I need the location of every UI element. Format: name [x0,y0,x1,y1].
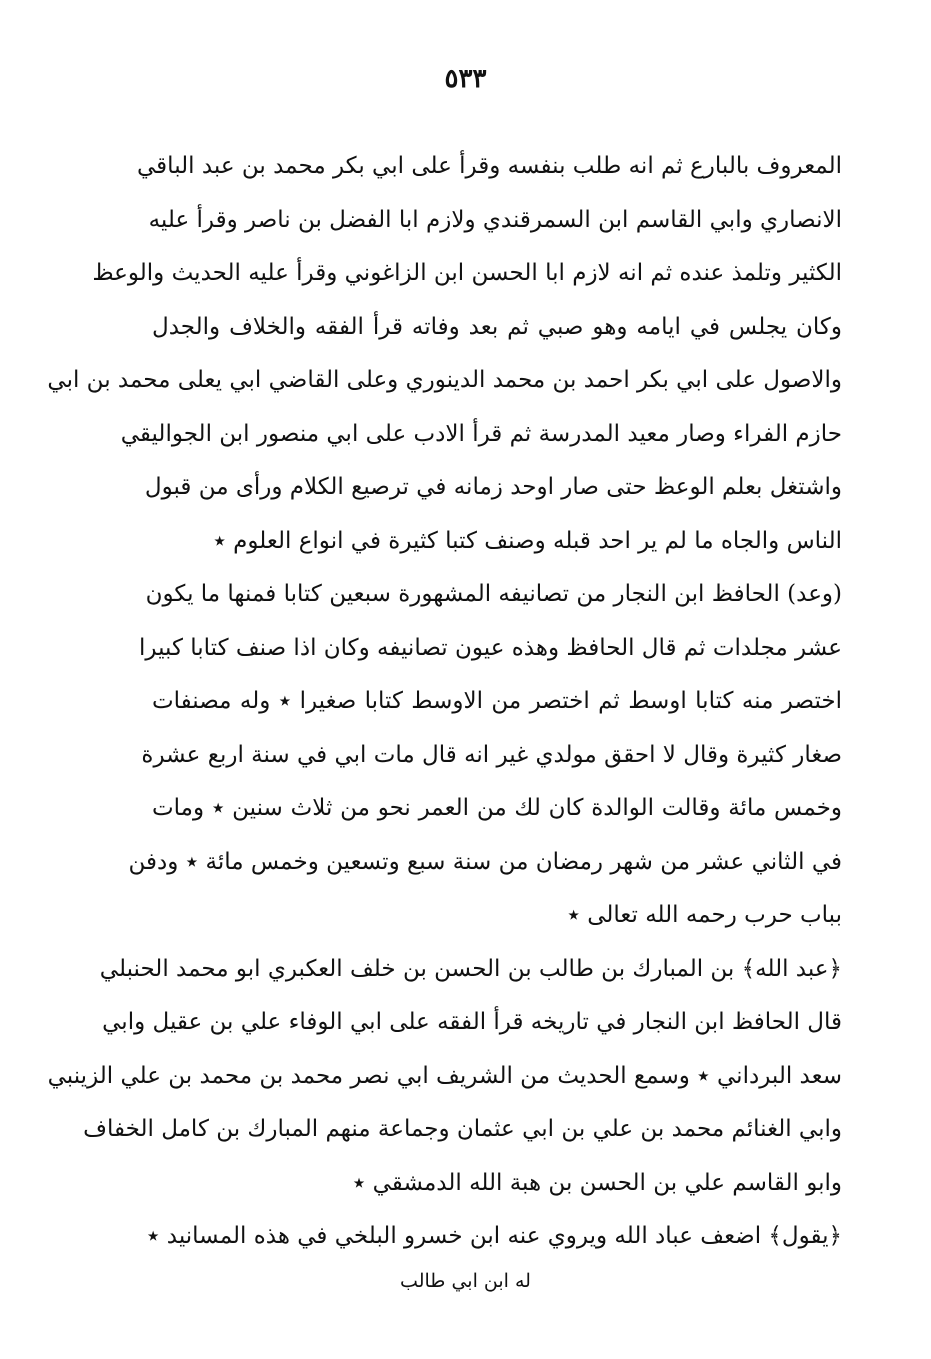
text-line: والاصول على ابي بكر احمد بن محمد الدينوري وعلى القاضي ابي يعلى محمد بن ابي [47,367,842,393]
text-line: حازم الفراء وصار معيد المدرسة ثم قرأ الادب على ابي منصور ابن الجواليقي [120,420,842,447]
text-line: قال الحافظ ابن النجار في تاريخه قرأ الفقه على ابي الوفاء علي بن عقيل وابي [102,1009,842,1035]
text-line: وكان يجلس في ايامه وهو صبي ثم بعد وفاته قرأ الفقه والخلاف والجدل [152,313,842,340]
text-line: وابي الغنائم محمد بن علي بن ابي عثمان وجماعة منهم المبارك بن كامل الخفاف [83,1116,842,1142]
body-text [47,140,842,1264]
footnote: له ابن ابي طالب [400,1270,531,1292]
text-line: ﴿يقول﴾ اضعف عباد الله ويروي عنه ابن خسرو البلخي في هذه المسانيد ٭ [146,1223,842,1249]
text-line: واشتغل بعلم الوعظ حتى صار اوحد زمانه في ترصيع الكلام ورأى من قبول [144,474,842,500]
text-line: المعروف بالبارع ثم انه طلب بنفسه وقرأ على ابي بكر محمد بن عبد الباقي [137,153,842,179]
text-line: صغار كثيرة وقال لا احقق مولدي غير انه قال مات ابي في سنة اربع عشرة [141,741,842,768]
text-line: سعد البرداني ٭ وسمع الحديث من الشريف ابي نصر محمد بن محمد بن علي الزينبي [47,1062,842,1089]
page-number: ٥٣٣ [444,64,487,94]
text-line: الناس والجاه ما لم ير احد قبله وصنف كتبا كثيرة في انواع العلوم ٭ [213,527,842,554]
text-line: بباب حرب رحمه الله تعالى ٭ [567,902,842,928]
text-line: (وعد) الحافظ ابن النجار من تصانيفه المشهورة سبعين كتابا فمنها ما يكون [145,581,842,607]
text-line: وخمس مائة وقالت الوالدة كان لك من العمر نحو من ثلاث سنين ٭ ومات [152,795,842,821]
text-line: اختصر منه كتابا اوسط ثم اختصر من الاوسط كتابا صغيرا ٭ وله مصنفات [152,688,842,714]
text-line: الانصاري وابي القاسم ابن السمرقندي ولازم ابا الفضل بن ناصر وقرأ عليه [148,206,842,233]
text-line: في الثاني عشر من شهر رمضان من سنة سبع وتسعين وخمس مائة ٭ ودفن [128,848,842,875]
text-line: ﴿عبد الله﴾ بن المبارك بن طالب بن الحسن بن خلف العكبري ابو محمد الحنبلي [99,955,842,982]
text-line: عشر مجلدات ثم قال الحافظ وهذه عيون تصانيفه وكان اذا صنف كتابا كبيرا [139,634,842,661]
text-line: الكثير وتلمذ عنده ثم انه لازم ابا الحسن ابن الزاغوني وقرأ عليه الحديث والوعظ [92,260,842,286]
text-line: وابو القاسم علي بن الحسن بن هبة الله الدمشقي ٭ [352,1169,842,1196]
